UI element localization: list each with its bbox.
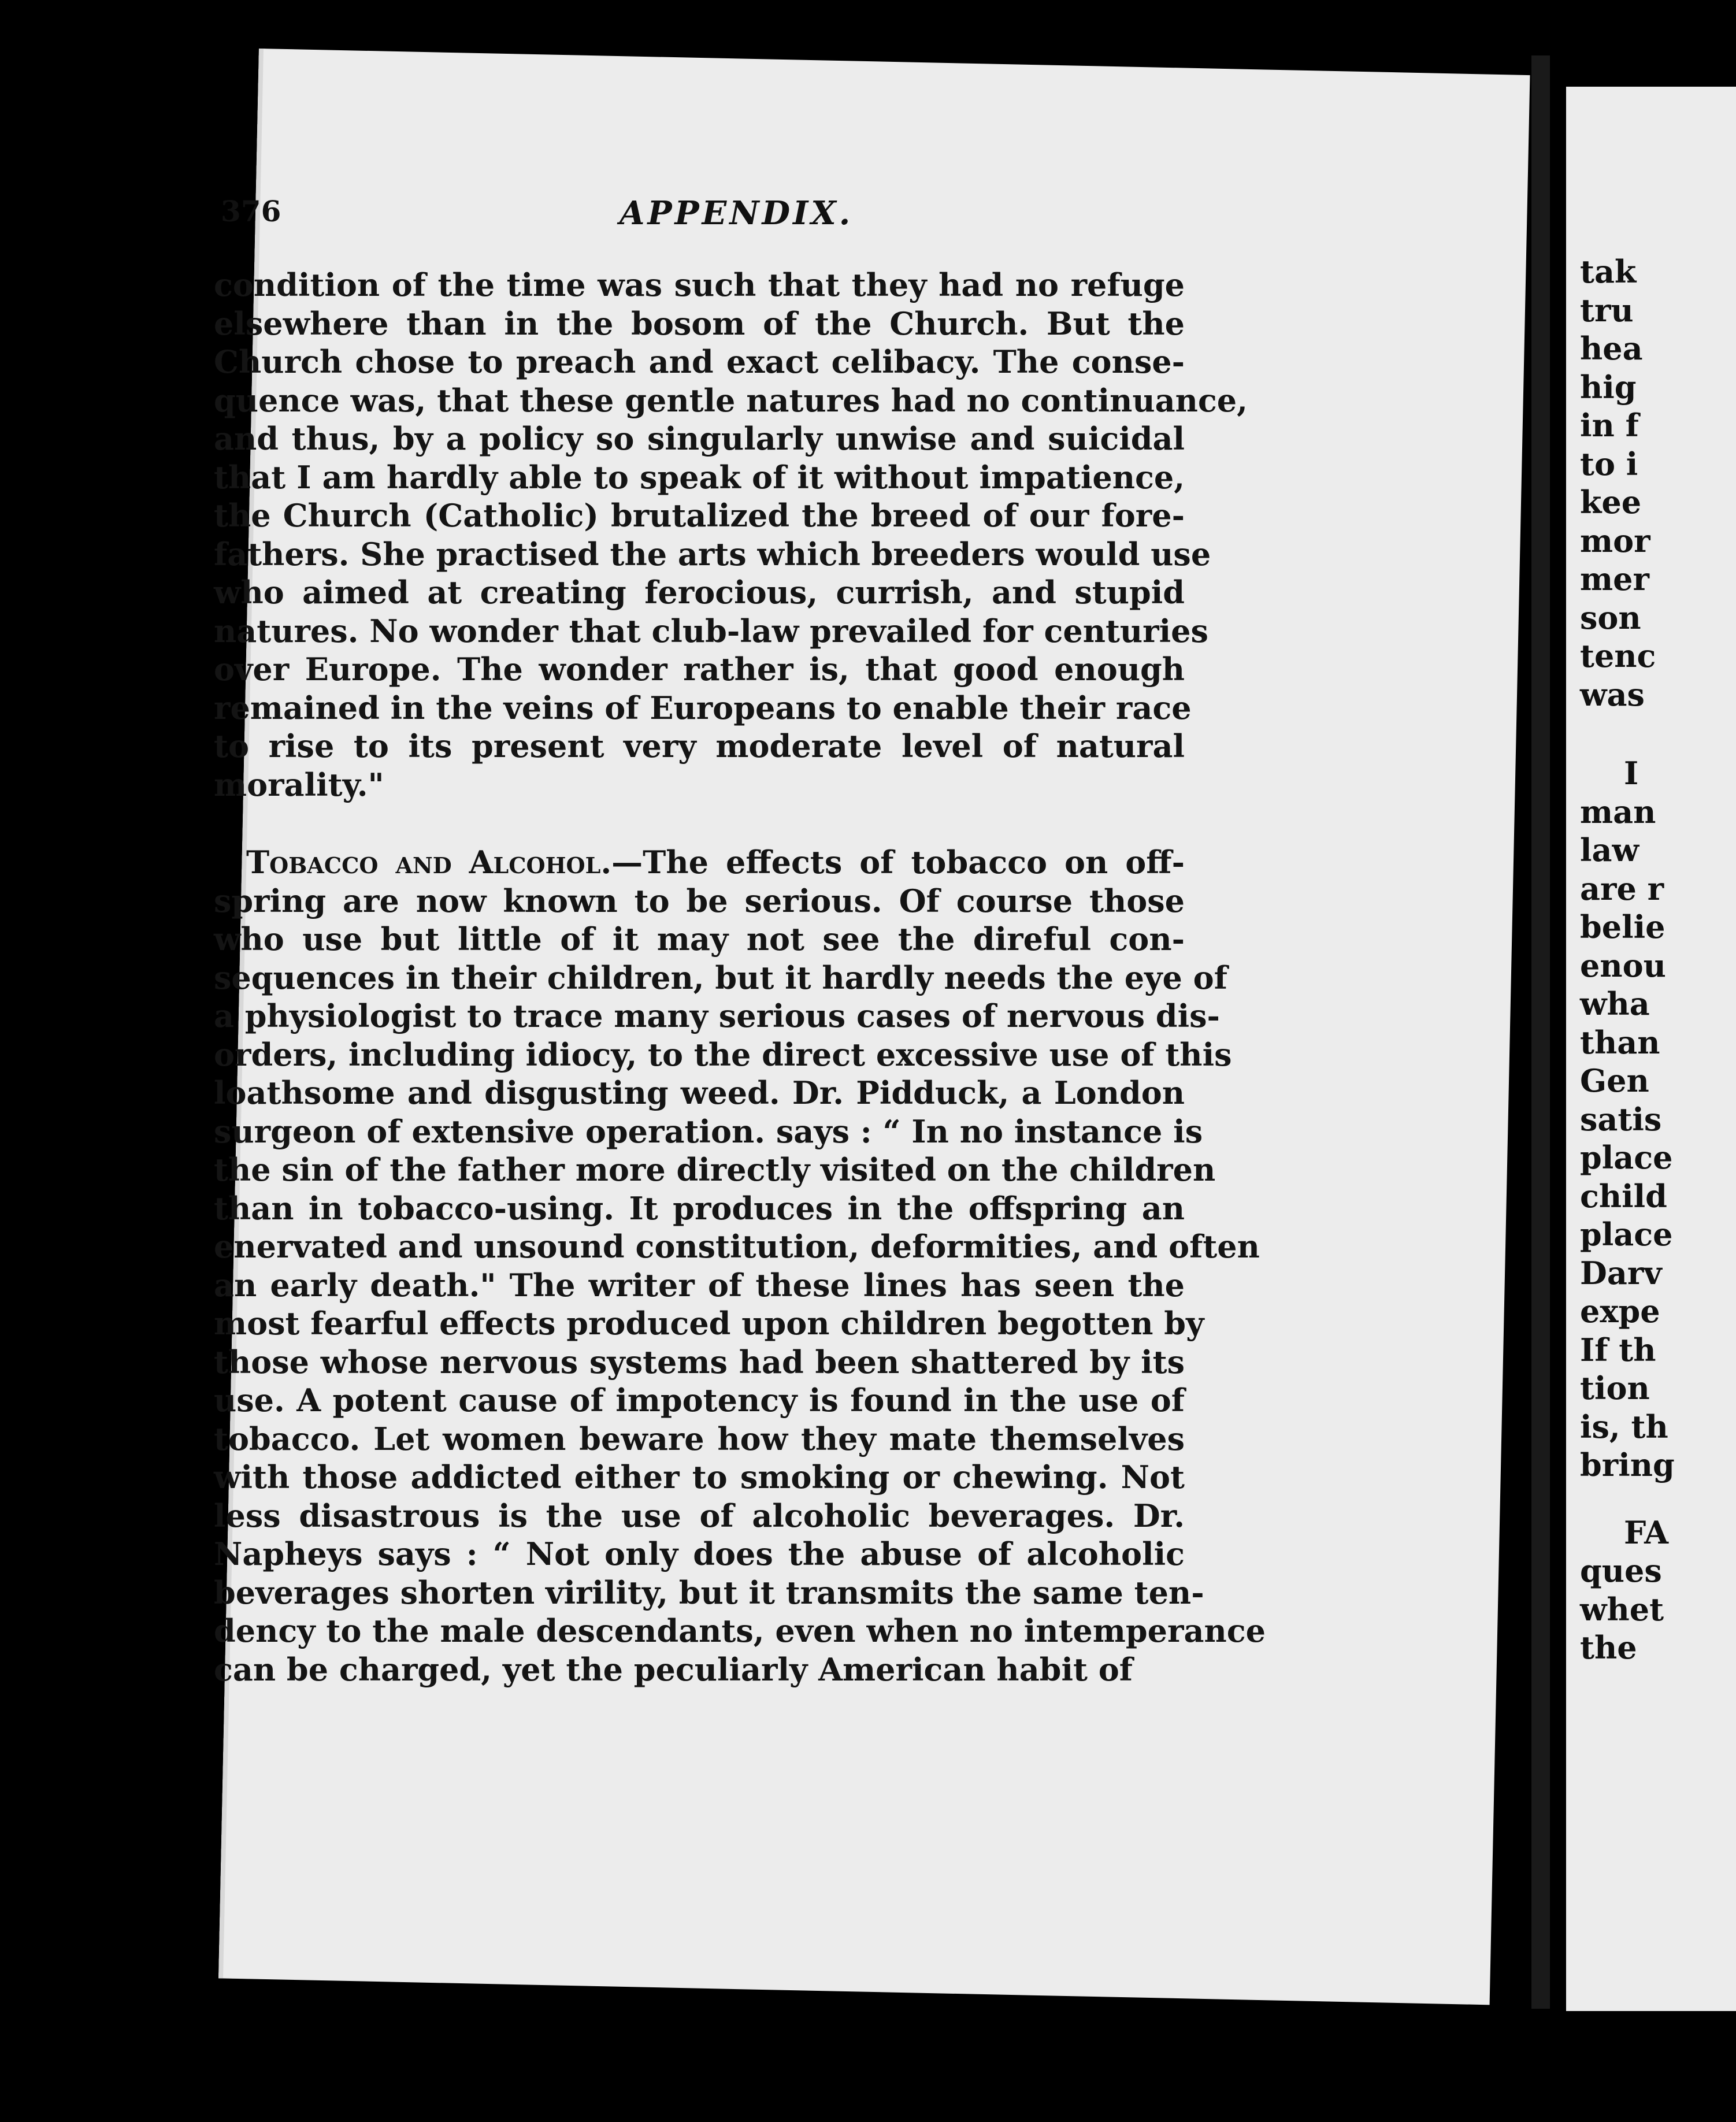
- page-number: 376: [221, 194, 281, 228]
- text-line: over Europe. The wonder rather is, that good enough: [214, 651, 1185, 688]
- facing-page-text: in f: [1580, 407, 1639, 444]
- facing-page-text: law: [1580, 832, 1639, 869]
- text-line: an early death." The writer of these lines has seen the: [214, 1266, 1185, 1304]
- facing-page-text: bring: [1580, 1446, 1675, 1483]
- text-line: the sin of the father more directly visited on the children: [214, 1151, 1216, 1188]
- text-line: to rise to its present very moderate level of natural: [214, 728, 1185, 765]
- text-line: with those addicted either to smoking or chewing. Not: [214, 1459, 1185, 1496]
- text-line: loathsome and disgusting weed. Dr. Pidduck, a London: [214, 1074, 1185, 1111]
- text-line: can be charged, yet the peculiarly American habit of: [214, 1650, 1133, 1688]
- facing-page-text: Darv: [1580, 1254, 1662, 1292]
- text-line: who aimed at creating ferocious, currish, and stupid: [214, 574, 1185, 611]
- text-line: remained in the veins of Europeans to enable their race: [214, 689, 1192, 726]
- facing-page-text: If th: [1580, 1331, 1656, 1368]
- paragraph-tobacco-alcohol: [214, 843, 1266, 1689]
- facing-page-text: mer: [1580, 561, 1649, 598]
- heading-line-rest: —The effects of tobacco on off-: [611, 844, 1185, 881]
- text-line: natures. No wonder that club-law prevailed for centuries: [214, 612, 1208, 650]
- facing-page-text: tenc: [1580, 637, 1656, 674]
- text-line: than in tobacco-using. It produces in the offspring an: [214, 1189, 1185, 1227]
- text-line: enervated and unsound constitution, deformities, and often: [214, 1228, 1260, 1265]
- facing-page-text: man: [1580, 793, 1656, 830]
- facing-page-text: was: [1580, 676, 1645, 713]
- facing-page-text: than: [1580, 1023, 1660, 1061]
- facing-page-text: mor: [1580, 522, 1650, 559]
- page-gutter: [1531, 55, 1550, 2009]
- text-line: Napheys says : “ Not only does the abuse of alcoholic: [214, 1535, 1185, 1572]
- text-line: those whose nervous systems had been shattered by its: [214, 1343, 1185, 1381]
- text-line: morality.": [214, 766, 384, 803]
- paragraph-celibacy: [214, 266, 1248, 804]
- text-line: tobacco. Let women beware how they mate themselves: [214, 1420, 1185, 1457]
- text-line: Church chose to preach and exact celibacy. The conse-: [214, 343, 1185, 380]
- text-line: orders, including idiocy, to the direct excessive use of this: [214, 1036, 1232, 1073]
- running-head: [221, 194, 1145, 240]
- facing-page-text: hig: [1580, 368, 1637, 406]
- running-title: APPENDIX.: [620, 194, 854, 232]
- text-line: quence was, that these gentle natures had no continuance,: [214, 381, 1248, 419]
- facing-page-text: are r: [1580, 870, 1664, 907]
- body-text: [214, 266, 1266, 1689]
- facing-page-text: FA: [1624, 1513, 1669, 1551]
- facing-page-text: enou: [1580, 947, 1666, 984]
- facing-page-text: to i: [1580, 445, 1638, 483]
- facing-page-text: tak: [1580, 253, 1637, 290]
- facing-page-text: place: [1580, 1139, 1673, 1176]
- text-line: and thus, by a policy so singularly unwise and suicidal: [214, 420, 1185, 457]
- text-line: surgeon of extensive operation. says : “ In no instance is: [214, 1112, 1203, 1150]
- facing-page-text: hea: [1580, 330, 1643, 367]
- section-heading: Tobacco and Alcohol.: [246, 844, 612, 881]
- text-line: less disastrous is the use of alcoholic beverages. Dr.: [214, 1497, 1185, 1534]
- facing-page-text: kee: [1580, 484, 1642, 521]
- facing-page-text: belie: [1580, 908, 1665, 945]
- facing-page-text: satis: [1580, 1100, 1662, 1138]
- facing-page-text: tion: [1580, 1370, 1650, 1407]
- facing-page-text: tru: [1580, 291, 1634, 329]
- facing-page-fragment: [1566, 87, 1736, 2011]
- facing-page-text: Gen: [1580, 1062, 1649, 1099]
- text-line: elsewhere than in the bosom of the Church. But the: [214, 305, 1185, 342]
- paragraph-gap: [214, 804, 1185, 843]
- text-line: spring are now known to be serious. Of course those: [214, 882, 1185, 919]
- facing-page-text: the: [1580, 1629, 1637, 1666]
- text-line: [214, 843, 1185, 882]
- text-line: condition of the time was such that they had no refuge: [214, 266, 1185, 303]
- facing-page-text: is, th: [1580, 1408, 1668, 1445]
- text-line: dency to the male descendants, even when no intemperance: [214, 1612, 1266, 1649]
- text-line: the Church (Catholic) brutalized the breed of our fore-: [214, 497, 1185, 534]
- text-line: beverages shorten virility, but it transmits the same ten-: [214, 1574, 1204, 1611]
- facing-page-text: son: [1580, 599, 1641, 636]
- text-line: sequences in their children, but it hardly needs the eye of: [214, 959, 1227, 996]
- facing-page-text: wha: [1580, 985, 1650, 1022]
- text-line: use. A potent cause of impotency is found in the use of: [214, 1382, 1185, 1419]
- facing-page-text: child: [1580, 1177, 1667, 1215]
- text-line: most fearful effects produced upon children begotten by: [214, 1305, 1204, 1342]
- facing-page-text: I: [1624, 755, 1639, 792]
- text-line: a physiologist to trace many serious cases of nervous dis-: [214, 997, 1220, 1034]
- facing-page-text: expe: [1580, 1293, 1660, 1330]
- text-line: that I am hardly able to speak of it without impatience,: [214, 458, 1185, 496]
- facing-page-text: ques: [1580, 1552, 1662, 1589]
- facing-page-text: place: [1580, 1216, 1673, 1253]
- text-line: fathers. She practised the arts which breeders would use: [214, 535, 1211, 573]
- facing-page-text: whet: [1580, 1590, 1664, 1628]
- text-line: who use but little of it may not see the direful con-: [214, 921, 1185, 958]
